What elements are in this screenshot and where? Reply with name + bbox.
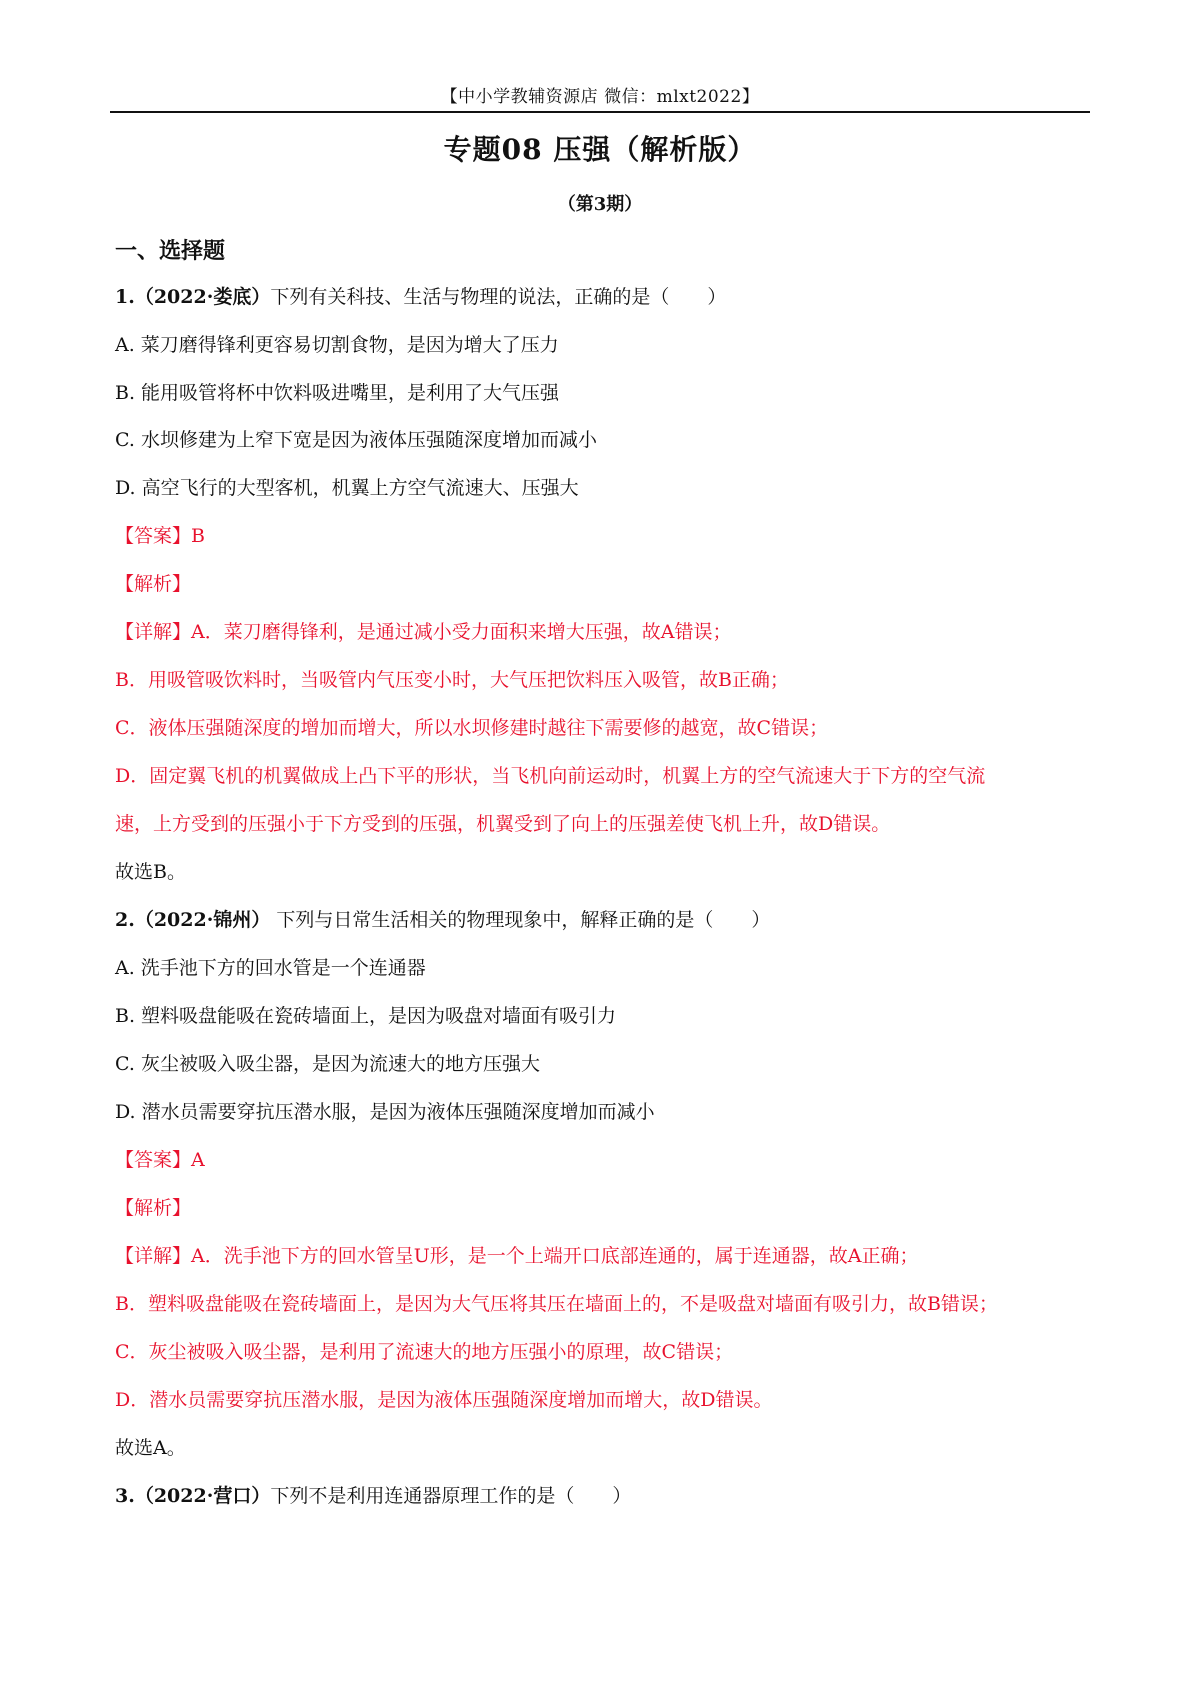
issue-subtitle: （第3期） [557,194,643,215]
question-2-option-d: D. 潜水员需要穿抗压潜水服，是因为液体压强随深度增加而减小 [115,1101,655,1123]
question-2-option-a: A. 洗手池下方的回水管是一个连通器 [115,957,426,979]
question-1-detail-b: B．用吸管吸饮料时，当吸管内气压变小时，大气压把饮料压入吸管，故B正确； [115,669,789,691]
question-2-text: 下列与日常生活相关的物理现象中，解释正确的是（ ） [270,909,771,931]
question-2-stem [115,907,770,933]
question-2-option-c: C. 灰尘被吸入吸尘器，是因为流速大的地方压强大 [115,1053,540,1075]
section-heading: 一、选择题 [115,238,226,264]
page-header: 【中小学教辅资源店 微信：mlxt2022】 [440,87,760,107]
question-1-source: 1.（2022·娄底） [115,286,271,308]
document-title: 专题08 压强（解析版） [443,133,757,166]
question-1-option-c: C. 水坝修建为上窄下宽是因为液体压强随深度增加而减小 [115,429,597,451]
question-1-option-d: D. 高空飞行的大型客机，机翼上方空气流速大、压强大 [115,477,579,499]
question-3-source: 3.（2022·营口） [115,1485,271,1507]
question-1-option-a: A. 菜刀磨得锋利更容易切割食物，是因为增大了压力 [115,334,559,356]
question-2-detail-c: C．灰尘被吸入吸尘器，是利用了流速大的地方压强小的原理，故C错误； [115,1341,734,1363]
question-1-analysis-label: 【解析】 [115,573,192,595]
question-2-option-b: B. 塑料吸盘能吸在瓷砖墙面上，是因为吸盘对墙面有吸引力 [115,1005,617,1027]
question-2-detail-d: D．潜水员需要穿抗压潜水服，是因为液体压强随深度增加而增大，故D错误。 [115,1389,773,1411]
question-2-detail-a: 【详解】A．洗手池下方的回水管呈U形，是一个上端开口底部连通的，属于连通器，故A正确； [115,1245,919,1267]
header-divider [110,111,1090,113]
question-3-text: 下列不是利用连通器原理工作的是（ ） [270,1485,632,1507]
question-1-detail-d-cont: 速，上方受到的压强小于下方受到的压强，机翼受到了向上的压强差使飞机上升，故D错误。 [115,813,891,835]
question-3-stem [115,1483,631,1509]
question-2-analysis-label: 【解析】 [115,1197,192,1219]
question-2-answer: 【答案】A [115,1149,205,1171]
question-1-conclusion: 故选B。 [115,861,186,883]
question-1-option-b: B. 能用吸管将杯中饮料吸进嘴里，是利用了大气压强 [115,382,560,404]
question-1-detail-a: 【详解】A．菜刀磨得锋利，是通过减小受力面积来增大压强，故A错误； [115,621,732,643]
question-2-conclusion: 故选A。 [115,1437,186,1459]
question-1-detail-d: D．固定翼飞机的机翼做成上凸下平的形状，当飞机向前运动时，机翼上方的空气流速大于下方的空气流 [115,765,986,787]
question-1-answer: 【答案】B [115,525,205,547]
question-2-detail-b: B．塑料吸盘能吸在瓷砖墙面上，是因为大气压将其压在墙面上的，不是吸盘对墙面有吸引力，故B错误； [115,1293,998,1315]
question-1-detail-c: C．液体压强随深度的增加而增大，所以水坝修建时越往下需要修的越宽，故C错误； [115,717,829,739]
question-2-source: 2.（2022·锦州） [115,909,271,931]
question-1-stem [115,284,726,310]
question-1-text: 下列有关科技、生活与物理的说法，正确的是（ ） [270,286,727,308]
